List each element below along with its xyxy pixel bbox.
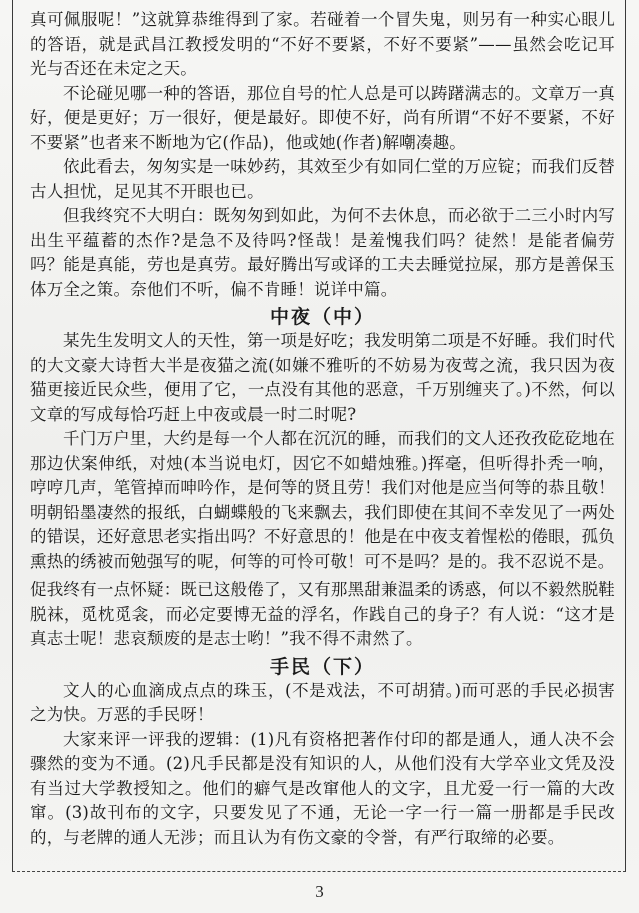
paragraph: 但我终究不大明白：既匆匆到如此，为何不去休息，而必欲于二三小时内写出生平蕴蓄的杰作?是急不及待吗?怪哉！是羞愧我们吗？徒然！是能者偏劳吗？能是真能，劳也是真劳。最好腾出写或译的工夫去睡觉拉屎，那方是善保玉体万全之策。奈他们不听，偏不肯睡！说详中篇。: [30, 206, 615, 299]
paragraph: 千门万户里，大约是每一个人都在沉沉的睡，而我们的文人还孜孜矻矻地在那边伏案伸纸，对烛(本当说电灯，因它不如蜡烛雅。)挥毫，但听得扑秃一响，哼哼几声，笔管掉而呻吟作，是何等的贤且劳！我们对他是应当何等的恭且敬！明朝铅墨凄然的报纸，白蝴蝶般的飞来飘去，我们即使在其间不幸发见了一两处的错误，还好意思老实指出吗？不好意思的！他是在中夜支着惺松的倦眼，孤负熏热的绣被而勉强写的呢，何等的可怜可敬！可不是吗？是的。我不忍说不是。: [30, 429, 615, 571]
page-content: [30, 8, 615, 850]
paragraph: 某先生发明文人的天性，第一项是好吃；我发明第二项是不好睡。我们时代的大文豪大诗哲大半是夜猫之流(如嫌不雅听的不妨易为夜莺之流，我只因为夜猫更接近民众些，便用了它，一点没有其他的恶意，千万别缠夹了。)不然，何以文章的写成每恰巧赶上中夜或晨一时二时呢?: [30, 331, 615, 424]
paragraph: 大家来评一评我的逻辑：(1)凡有资格把著作付印的都是通人，通人决不会骤然的变为不通。(2)凡手民都是没有知识的人，从他们没有大学卒业文凭及没有当过大学教授知之。他们的癖气是改窜他人的文字，且尤爱一行一篇的大改窜。(3)故刊布的文字，只要发见了不通，无论一字一行一篇一册都是手民改的，与老牌的通人无涉；而且认为有伤文豪的令誉，有严行取缔的必要。: [30, 729, 615, 847]
paragraph: 依此看去，匆匆实是一味妙药，其效至少有如同仁堂的万应锭；而我们反替古人担忧，足见其不开眼也已。: [30, 157, 615, 201]
page-number: 3: [315, 882, 324, 901]
paragraph-continuation: 真可佩服呢！”这就算恭维得到了家。若碰着一个冒失鬼，则另有一种实心眼儿的答语，就是武昌江教授发明的“不好不要紧，不好不要紧”——虽然会吃记耳光与否还在未定之天。: [30, 10, 615, 78]
paragraph: 促我终有一点怀疑：既已这般倦了，又有那黑甜兼温柔的诱惑，何以不毅然脱鞋脱袜，觅枕觅衾，而必定要博无益的浮名，作践自己的身子？有人说：“这才是真志士呢！悲哀颓废的是志士哟！”我不得不肃然了。: [30, 580, 615, 648]
paragraph: 不论碰见哪一种的答语，那位自号的忙人总是可以踌躇满志的。文章万一真好，便是更好；万一很好，便是最好。即使不好，尚有所谓“不好不要紧，不好不要紧”也者来不断地为它(作品)，他或她(作者)解嘲凑趣。: [30, 83, 615, 152]
section-title-typesetters: 手民（下）: [269, 655, 375, 678]
paragraph: 文人的心血滴成点点的珠玉，(不是戏法，不可胡猜。)而可恶的手民必损害之为快。万恶的手民呀！: [30, 680, 615, 724]
section-title-middle-night: 中夜（中）: [269, 306, 375, 328]
